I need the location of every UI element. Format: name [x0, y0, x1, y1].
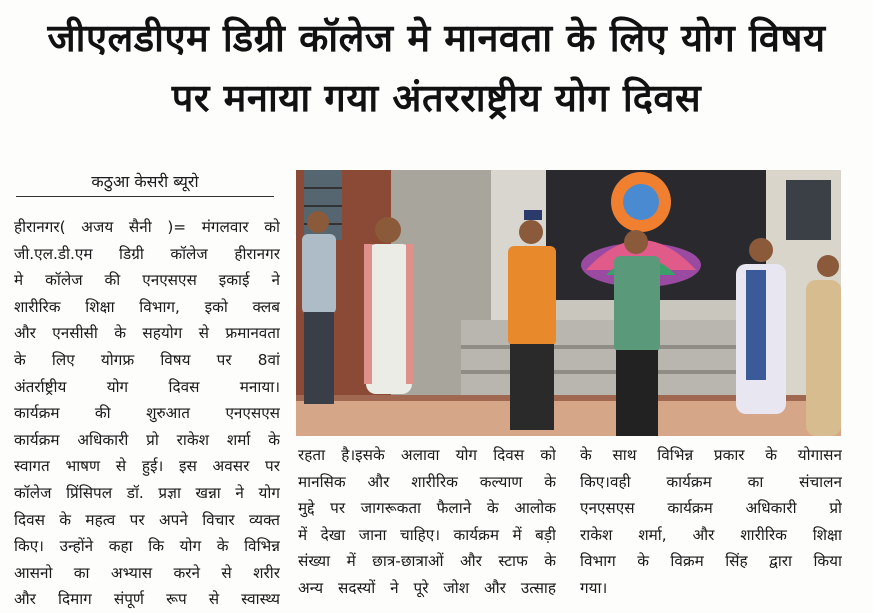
article-line: किए।वही कार्यक्रम का संचालन [580, 472, 842, 491]
article-line: राकेश शर्मा, और शारीरिक शिक्षा [580, 525, 842, 544]
article-line: कार्यक्रम की शुरुआत एनएसएस [14, 404, 280, 423]
article-line: गया। [580, 578, 608, 597]
headline-line-1: जीएलडीएम डिग्री कॉलेज मे मानवता के लिए योग विषय [47, 16, 826, 60]
article-line: कॉलेज प्रिंसिपल डॉ. प्रज्ञा खन्ना ने योग [14, 483, 280, 502]
article-line: मानसिक और शारीरिक कल्याण के [298, 472, 556, 491]
headline-line-2: पर मनाया गया अंतरराष्ट्रीय योग दिवस [171, 76, 702, 120]
article-line: विभाग के विक्रम सिंह द्वारा किया [580, 552, 842, 571]
article-line: के लिए योगफ्र विषय पर 8वां [14, 350, 280, 369]
article-line: स्वागत भाषण से हुई। इस अवसर पर [14, 457, 280, 476]
photo-illustration [296, 170, 841, 436]
headline [0, 8, 873, 128]
article-line: एनएसएस कार्यक्रम अधिकारी प्रो [580, 499, 842, 518]
article-line: रहता है।इसके अलावा योग दिवस को [298, 446, 556, 464]
article-line: जी.एल.डी.एम डिग्री कॉलेज हीरानगर [14, 244, 280, 263]
article-line: संख्या में छात्र-छात्राओं और स्टाफ के [298, 552, 556, 571]
article-line: और एनसीसी के सहयोग से फ्रमानवता [14, 324, 280, 343]
article-line: अंतर्राष्ट्रीय योग दिवस मनाया। [14, 377, 280, 396]
article-line: और दिमाग संपूर्ण रूप से स्वास्थ्य [14, 590, 280, 609]
article-column-1 [14, 214, 280, 613]
news-photo [296, 170, 841, 436]
byline: कठुआ केसरी ब्यूरो [16, 170, 274, 197]
article-column-3 [580, 442, 842, 602]
article-column-2 [298, 442, 556, 602]
article-line: में देखा जाना चाहिए। कार्यक्रम में बड़ी [298, 525, 556, 544]
article-line: अन्य सदस्यों ने पूरे जोश और उत्साह [298, 578, 556, 597]
article-line: शारीरिक शिक्षा विभाग, इको क्लब [14, 297, 280, 316]
article-line: आसनो का अभ्यास करने से शरीर [14, 563, 280, 582]
article-line: मे कॉलेज की एनएसएस इकाई ने [14, 271, 280, 290]
article-line: दिवस के महत्व पर अपने विचार व्यक्त [14, 510, 280, 529]
article-line: कार्यक्रम अधिकारी प्रो राकेश शर्मा के [14, 430, 280, 449]
article-line: के साथ विभिन्न प्रकार के योगासन [580, 446, 842, 464]
article-line: मुद्दे पर जागरूकता फैलाने के आलोक [298, 499, 556, 518]
article-line: किए। उन्होंने कहा कि योग के विभिन्न [14, 537, 280, 556]
article-line: हीरानगर( अजय सैनी )= मंगलवार को [14, 218, 280, 236]
